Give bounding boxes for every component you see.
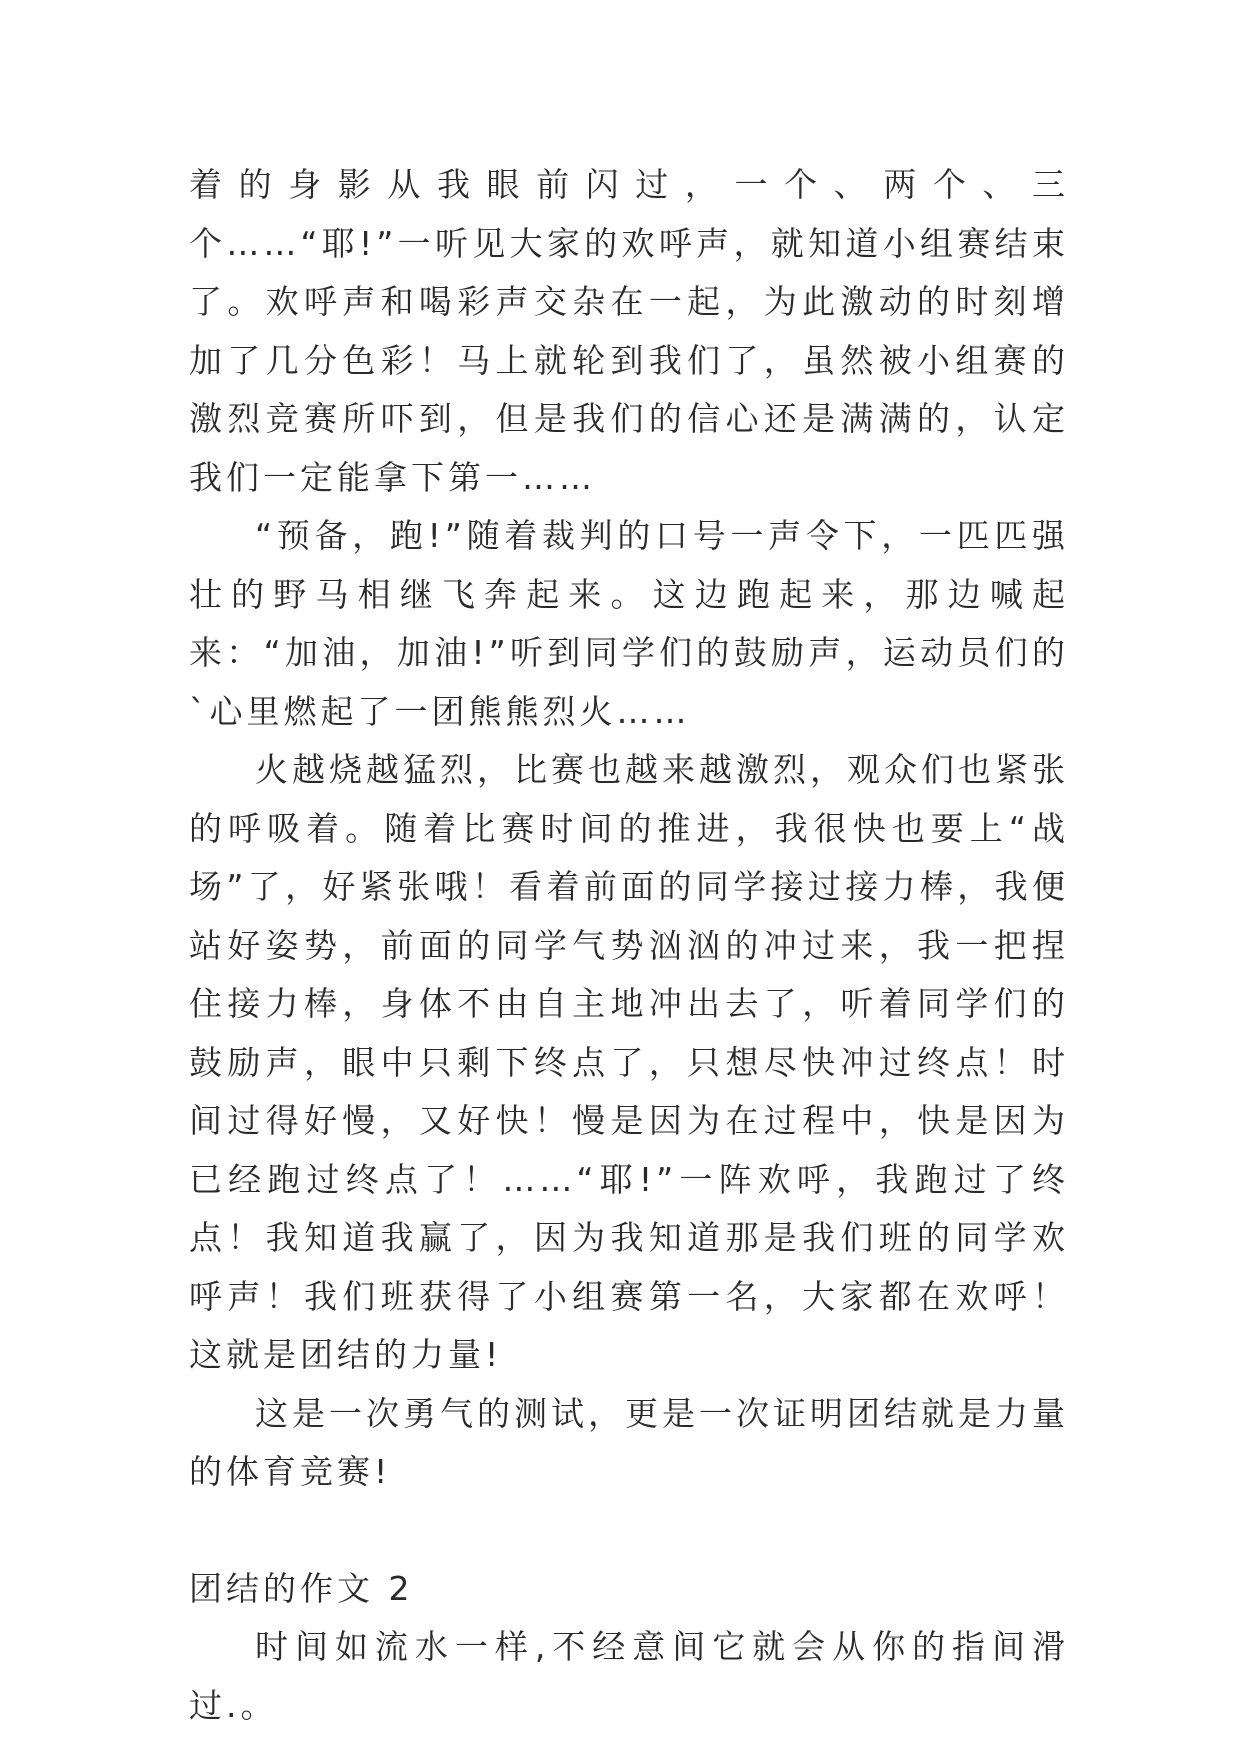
paragraph-4: 这是一次勇气的测试，更是一次证明团结就是力量的体育竞赛! [189,1393,1069,1491]
paragraph-3: 火越烧越猛烈，比赛也越来越激烈，观众们也紧张的呼吸着。随着比赛时间的推进，我很快也要上“战场”了，好紧张哦！看着前面的同学接过接力棒，我便站好姿势，前面的同学气势汹汹的冲过来，我一把捏住接力棒，身体不由自主地冲出去了，听着同学们的鼓励声，眼中只剩下终点了，只想尽快冲过终点！时间过得好慢，又好快！慢是因为在过程中，快是因为已经跑过终点了！……“耶!”一阵欢呼，我跑过了终点！我知道我赢了，因为我知道那是我们班的同学欢呼声！我们班获得了小组赛第一名，大家都在欢呼！这就是团结的力量! [189,750,1069,1374]
document-body [189,156,1069,1735]
paragraph-1: 着的身影从我眼前闪过，一个、两个、三个……“耶!”一听见大家的欢呼声，就知道小组赛结束了。欢呼声和喝彩声交杂在一起，为此激动的时刻增加了几分色彩！马上就轮到我们了，虽然被小组赛的激烈竞赛所吓到，但是我们的信心还是满满的，认定我们一定能拿下第一…… [189,165,1069,497]
section-heading: 团结的作文 2 [189,1568,414,1608]
paragraph-5: 时间如流水一样,不经意间它就会从你的指间滑过.。 [189,1627,1069,1725]
paragraph-2: “预备，跑!”随着裁判的口号一声令下，一匹匹强壮的野马相继飞奔起来。这边跑起来，那边喊起来：“加油，加油!”听到同学们的鼓励声，运动员们的`心里燃起了一团熊熊烈火…… [189,516,1069,731]
